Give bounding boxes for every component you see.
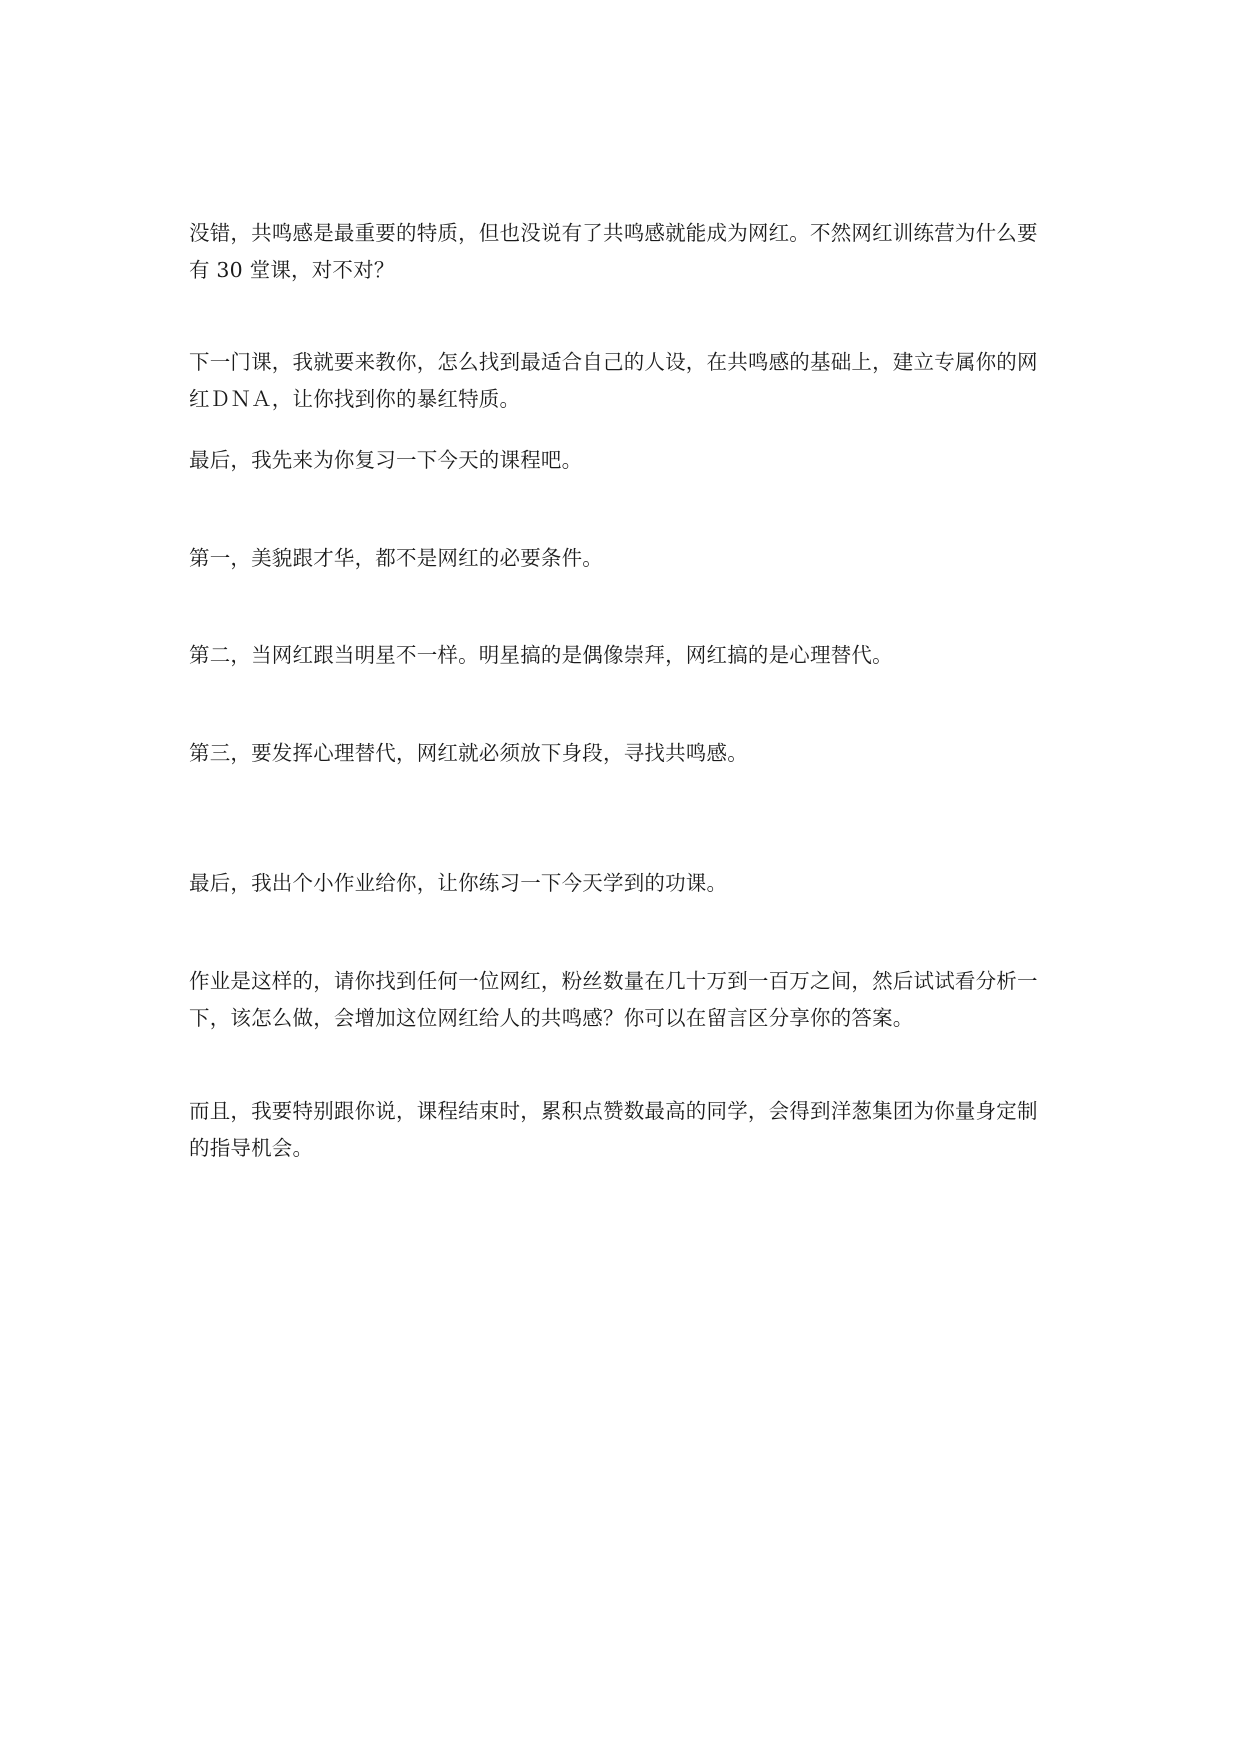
paragraph-8: 作业是这样的，请你找到任何一位网红，粉丝数量在几十万到一百万之间，然后试试看分析一下，该怎么做，会增加这位网红给人的共鸣感？你可以在留言区分享你的答案。 [189, 969, 1038, 1030]
paragraph-5: 第二，当网红跟当明星不一样。明星搞的是偶像崇拜，网红搞的是心理替代。 [189, 643, 893, 667]
paragraph-3: 最后，我先来为你复习一下今天的课程吧。 [189, 448, 583, 472]
paragraph-2: 下一门课，我就要来教你，怎么找到最适合自己的人设，在共鸣感的基础上，建立专属你的网红ＤＮＡ，让你找到你的暴红特质。 [189, 350, 1038, 411]
paragraph-9: 而且，我要特别跟你说，课程结束时，累积点赞数最高的同学，会得到洋葱集团为你量身定制的指导机会。 [189, 1099, 1038, 1160]
paragraph-7: 最后，我出个小作业给你，让你练习一下今天学到的功课。 [189, 871, 728, 895]
paragraph-6: 第三，要发挥心理替代，网红就必须放下身段，寻找共鸣感。 [189, 741, 748, 765]
paragraph-1: 没错，共鸣感是最重要的特质，但也没说有了共鸣感就能成为网红。不然网红训练营为什么要有 30 堂课，对不对？ [189, 221, 1038, 282]
paragraph-4: 第一，美貌跟才华，都不是网红的必要条件。 [189, 546, 603, 570]
